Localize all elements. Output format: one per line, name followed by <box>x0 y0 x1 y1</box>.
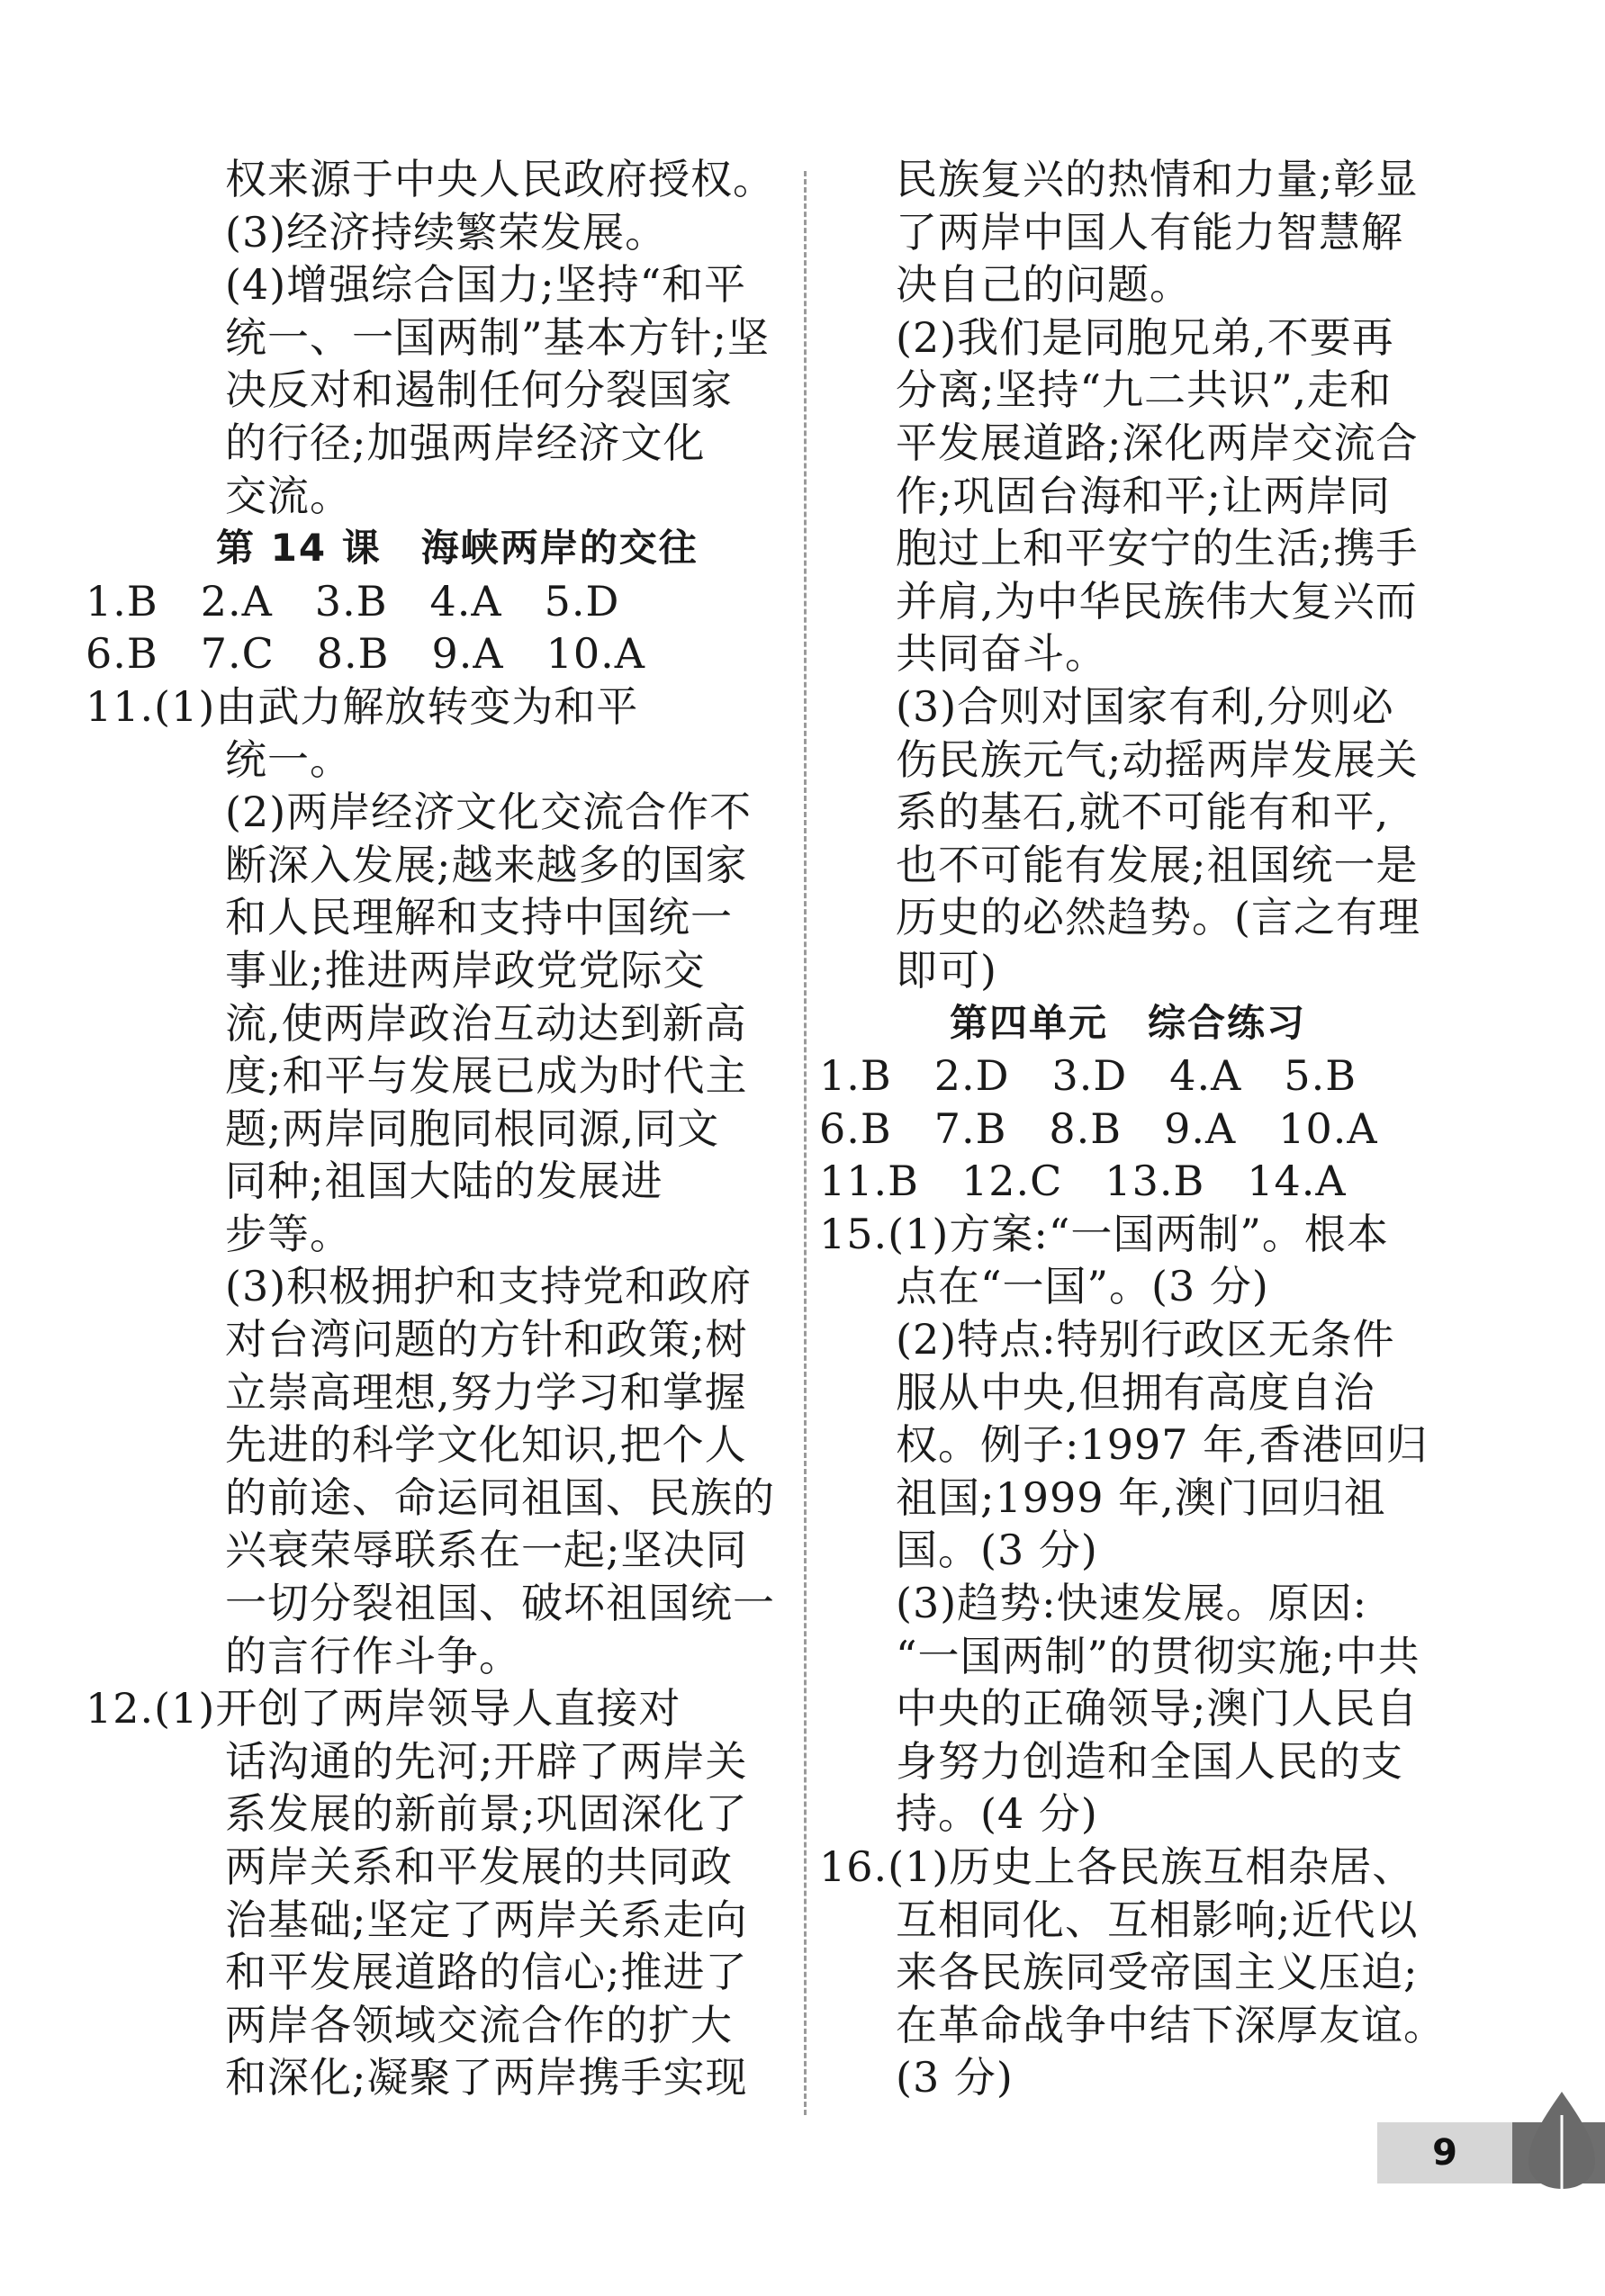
text-line: 1.B 2.A 3.B 4.A 5.D <box>86 576 620 626</box>
text-line: 决自己的问题。 <box>896 260 1192 310</box>
text-line: 立崇高理想,努力学习和掌握 <box>225 1367 747 1417</box>
text-line: 持。(4 分) <box>896 1789 1098 1839</box>
text-line: 国。(3 分) <box>896 1526 1098 1575</box>
text-line: (3)经济持续繁荣发展。 <box>225 207 668 257</box>
text-line: 步等。 <box>225 1209 352 1258</box>
text-line: 共同奋斗。 <box>896 629 1107 679</box>
text-line: 先进的科学文化知识,把个人 <box>225 1420 747 1470</box>
text-line: 两岸关系和平发展的共同政 <box>225 1842 733 1891</box>
text-line: 和深化;凝聚了两岸携手实现 <box>225 2053 748 2102</box>
text-line: 权来源于中央人民政府授权。 <box>225 155 775 203</box>
text-line: 也不可能有发展;祖国统一是 <box>896 840 1419 889</box>
text-line: 民族复兴的热情和力量;彰显 <box>896 155 1419 203</box>
text-line: 断深入发展;越来越多的国家 <box>225 840 748 889</box>
text-line: 流,使两岸政治互动达到新高 <box>225 998 747 1048</box>
text-line: 来各民族同受帝国主义压迫; <box>896 1948 1419 1997</box>
text-line: 伤民族元气;动摇两岸发展关 <box>896 734 1419 784</box>
text-line: (3)趋势:快速发展。原因: <box>896 1579 1368 1628</box>
text-line: 在革命战争中结下深厚友谊。 <box>896 2000 1446 2049</box>
section-title: 第 14 课 海峡两岸的交往 <box>216 526 699 571</box>
text-line: 15.(1)方案:“一国两制”。根本 <box>819 1209 1389 1258</box>
text-line: 度;和平与发展已成为时代主 <box>225 1051 748 1101</box>
section-title: 第四单元 综合练习 <box>950 1000 1307 1045</box>
column-divider <box>804 171 807 2115</box>
text-line: 互相同化、互相影响;近代以 <box>896 1895 1419 1944</box>
text-line: 两岸各领域交流合作的扩大 <box>225 2000 733 2049</box>
text-line: 6.B 7.B 8.B 9.A 10.A <box>819 1103 1378 1153</box>
text-line: 事业;推进两岸政党党际交 <box>225 945 706 995</box>
text-line: (2)特点:特别行政区无条件 <box>896 1315 1395 1364</box>
text-line: 点在“一国”。(3 分) <box>896 1262 1269 1311</box>
left-column <box>86 153 783 2104</box>
text-line: 兴衰荣辱联系在一起;坚决同 <box>225 1526 748 1575</box>
text-line: (3)合则对国家有利,分则必 <box>896 681 1394 731</box>
text-line: 即可) <box>896 945 997 995</box>
text-line: 平发展道路;深化两岸交流合 <box>896 418 1419 467</box>
text-line: 胞过上和平安宁的生活;携手 <box>896 524 1419 573</box>
text-line: (4)增强综合国力;坚持“和平 <box>225 260 747 310</box>
text-line: 题;两岸同胞同根同源,同文 <box>225 1103 720 1153</box>
page-footer <box>1377 2088 1605 2194</box>
text-line: 身努力创造和全国人民的支 <box>896 1736 1403 1786</box>
text-line: 同种;祖国大陆的发展进 <box>225 1157 663 1206</box>
text-line: 决反对和遏制任何分裂国家 <box>225 365 733 415</box>
text-line: 服从中央,但拥有高度自治 <box>896 1367 1375 1417</box>
text-line: 1.B 2.D 3.D 4.A 5.B <box>819 1051 1357 1101</box>
page-number: 9 <box>1377 2122 1512 2183</box>
text-line: 11.B 12.C 13.B 14.A <box>819 1157 1347 1206</box>
text-line: 和人民理解和支持中国统一 <box>225 893 733 942</box>
text-line: 统一。 <box>225 734 352 784</box>
text-line: 系发展的新前景;巩固深化了 <box>225 1789 748 1839</box>
text-line: 16.(1)历史上各民族互相杂居、 <box>819 1842 1415 1891</box>
text-line: 并肩,为中华民族伟大复兴而 <box>896 576 1418 626</box>
text-line: 12.(1)开创了两岸领导人直接对 <box>86 1684 681 1733</box>
text-line: 话沟通的先河;开辟了两岸关 <box>225 1736 748 1786</box>
text-line: 系的基石,就不可能有和平, <box>896 788 1390 837</box>
text-line: (2)我们是同胞兄弟,不要再 <box>896 312 1394 362</box>
right-column <box>819 153 1458 2104</box>
text-line: (2)两岸经济文化交流合作不 <box>225 788 753 837</box>
text-line: 权。例子:1997 年,香港回归 <box>896 1420 1429 1470</box>
text-line: 交流。 <box>225 471 352 520</box>
text-line: 作;巩固台海和平;让两岸同 <box>896 471 1391 520</box>
text-line: 统一、一国两制”基本方针;坚 <box>225 312 771 362</box>
text-line: 了两岸中国人有能力智慧解 <box>896 207 1403 257</box>
text-line: (3)积极拥护和支持党和政府 <box>225 1262 753 1311</box>
text-line: 分离;坚持“九二共识”,走和 <box>896 365 1393 415</box>
text-line: “一国两制”的贯彻实施;中共 <box>896 1631 1420 1680</box>
text-line: 中央的正确领导;澳门人民自 <box>896 1684 1419 1733</box>
text-line: 历史的必然趋势。(言之有理 <box>896 893 1420 942</box>
text-line: 的行径;加强两岸经济文化 <box>225 418 706 467</box>
leaf-icon <box>1512 2088 1605 2194</box>
text-line: 一切分裂祖国、破坏祖国统一 <box>225 1579 775 1628</box>
text-line: 6.B 7.C 8.B 9.A 10.A <box>86 629 645 679</box>
text-line: (3 分) <box>896 2053 1014 2102</box>
text-line: 治基础;坚定了两岸关系走向 <box>225 1895 748 1944</box>
text-line: 11.(1)由武力解放转变为和平 <box>86 681 639 731</box>
text-line: 的言行作斗争。 <box>225 1631 521 1680</box>
text-line: 和平发展道路的信心;推进了 <box>225 1948 748 1997</box>
text-line: 的前途、命运同祖国、民族的 <box>225 1472 775 1522</box>
text-line: 对台湾问题的方针和政策;树 <box>225 1315 748 1364</box>
text-line: 祖国;1999 年,澳门回归祖 <box>896 1472 1386 1522</box>
